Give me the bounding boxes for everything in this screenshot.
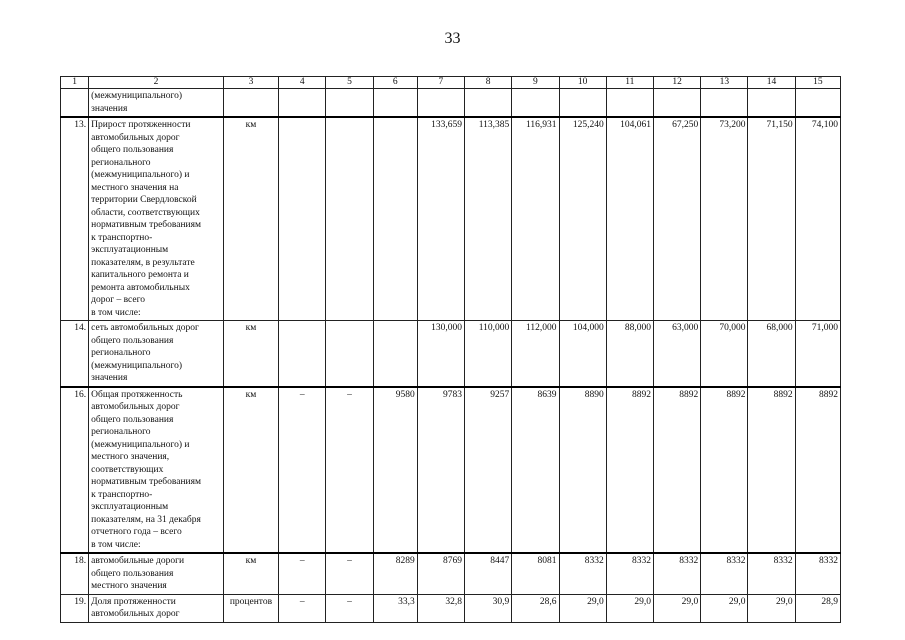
row-number: 14. [61,321,89,387]
value-cell: – [279,594,326,622]
value-cell: – [326,553,373,594]
value-cell: 8332 [748,553,795,594]
value-cell: 130,000 [417,321,464,387]
value-cell [373,89,417,118]
page-number: 33 [444,30,461,47]
value-cell: 8769 [417,553,464,594]
value-cell: 8892 [795,387,840,554]
value-cell: 8892 [701,387,748,554]
value-cell: 71,000 [795,321,840,387]
row-number [61,89,89,118]
unit-cell: процентов [223,594,278,622]
column-header: 4 [279,77,326,89]
value-cell [559,89,606,118]
column-header: 12 [653,77,700,89]
value-cell: 8892 [606,387,653,554]
indicator-name: Общая протяженность автомобильных дорог общего пользования регионального (межмуниципального) и местного значения, соответствующих нормативным требованиям к транспортно- эксплуатационным показателям, на 31 декабря отчетного года – всего в том числе: [89,387,224,554]
column-header: 8 [465,77,512,89]
value-cell: – [326,594,373,622]
value-cell: 63,000 [653,321,700,387]
value-cell [748,89,795,118]
unit-cell: км [223,117,278,321]
row-number: 19. [61,594,89,622]
value-cell: 104,000 [559,321,606,387]
column-header: 1 [61,77,89,89]
column-header: 3 [223,77,278,89]
value-cell: 112,000 [512,321,559,387]
value-cell: 29,0 [606,594,653,622]
column-header: 6 [373,77,417,89]
column-header: 7 [417,77,464,89]
value-cell [701,89,748,118]
table-row [61,553,841,594]
column-header: 9 [512,77,559,89]
row-number: 13. [61,117,89,321]
value-cell: 9257 [465,387,512,554]
value-cell [512,89,559,118]
value-cell [326,89,373,118]
indicators-table [60,76,841,623]
table-row [61,89,841,118]
value-cell: – [279,553,326,594]
indicator-name: Доля протяженности автомобильных дорог [89,594,224,622]
row-number: 16. [61,387,89,554]
indicator-name: сеть автомобильных дорог общего пользования регионального (межмуниципального) значения [89,321,224,387]
column-header: 14 [748,77,795,89]
value-cell: 29,0 [559,594,606,622]
value-cell: 68,000 [748,321,795,387]
value-cell: 73,200 [701,117,748,321]
table-row [61,387,841,554]
value-cell: 8639 [512,387,559,554]
value-cell: 32,8 [417,594,464,622]
value-cell: 28,9 [795,594,840,622]
value-cell [465,89,512,118]
column-number-row [61,77,841,89]
table-row [61,594,841,622]
value-cell: 9580 [373,387,417,554]
value-cell: 8447 [465,553,512,594]
value-cell: 29,0 [701,594,748,622]
value-cell [279,321,326,387]
unit-cell: км [223,387,278,554]
value-cell: 8289 [373,553,417,594]
table-row [61,321,841,387]
unit-cell [223,89,278,118]
value-cell: 133,659 [417,117,464,321]
value-cell: 125,240 [559,117,606,321]
value-cell: 8892 [748,387,795,554]
indicator-name: (межмуниципального) значения [89,89,224,118]
column-header: 10 [559,77,606,89]
column-header: 13 [701,77,748,89]
value-cell: 8332 [653,553,700,594]
value-cell: 29,0 [653,594,700,622]
value-cell: 67,250 [653,117,700,321]
value-cell: 74,100 [795,117,840,321]
value-cell: 113,385 [465,117,512,321]
value-cell: 88,000 [606,321,653,387]
column-header: 11 [606,77,653,89]
value-cell [373,321,417,387]
value-cell [326,117,373,321]
column-header: 5 [326,77,373,89]
value-cell: 104,061 [606,117,653,321]
value-cell: – [326,387,373,554]
value-cell: 110,000 [465,321,512,387]
value-cell: 8890 [559,387,606,554]
indicator-name: Прирост протяженности автомобильных дорог общего пользования регионального (межмуниципального) и местного значения на территории Свердловской области, соответствующих нормативным требованиям к транспортно- эксплуатационным показателям, в результате капитального ремонта и ремонта автомобильных дорог – всего в том числе: [89,117,224,321]
value-cell: 33,3 [373,594,417,622]
value-cell: 30,9 [465,594,512,622]
value-cell: 8332 [701,553,748,594]
value-cell: 8892 [653,387,700,554]
value-cell [653,89,700,118]
value-cell [795,89,840,118]
value-cell: 116,931 [512,117,559,321]
unit-cell: км [223,321,278,387]
value-cell: 8332 [606,553,653,594]
column-header: 15 [795,77,840,89]
table-row [61,117,841,321]
value-cell: 9783 [417,387,464,554]
value-cell: 71,150 [748,117,795,321]
row-number: 18. [61,553,89,594]
value-cell [417,89,464,118]
value-cell: 70,000 [701,321,748,387]
unit-cell: км [223,553,278,594]
value-cell [279,117,326,321]
value-cell: 8332 [795,553,840,594]
value-cell: – [279,387,326,554]
value-cell: 28,6 [512,594,559,622]
value-cell: 8332 [559,553,606,594]
indicator-name: автомобильные дороги общего пользования местного значения [89,553,224,594]
value-cell [373,117,417,321]
column-header: 2 [89,77,224,89]
value-cell [279,89,326,118]
value-cell [606,89,653,118]
value-cell: 29,0 [748,594,795,622]
value-cell: 8081 [512,553,559,594]
value-cell [326,321,373,387]
